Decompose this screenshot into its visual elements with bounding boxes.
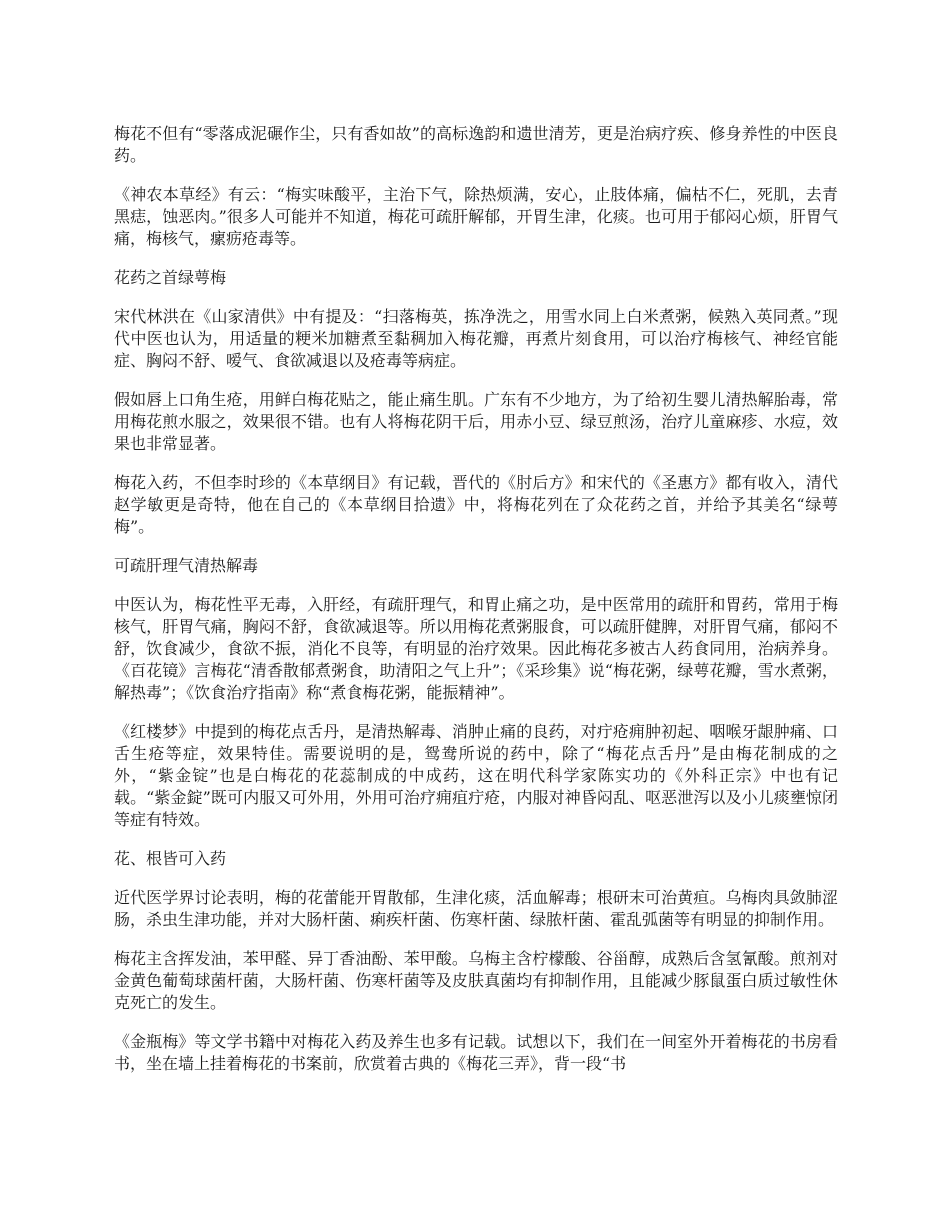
paragraph: 《红楼梦》中提到的梅花点舌丹，是清热解毒、消肿止痛的良药，对疔疮痈肿初起、咽喉牙龈肿痛、口舌生疮等症，效果特佳。需要说明的是，鸳鸯所说的药中，除了“梅花点舌丹”是由梅花制成的之外，“紫金锭”也是白梅花的花蕊制成的中成药，这在明代科学家陈实功的《外科正宗》中也有记载。“紫金錠”既可内服又可外用，外用可治疗痈疽疔疮，内服对神昏闷乱、呕恶泄泻以及小儿痰壅惊闭等症有特效。	[114, 722, 838, 829]
section-heading: 花、根皆可入药	[114, 849, 227, 868]
paragraph: 梅花入药，不但李时珍的《本草纲目》有记载，晋代的《肘后方》和宋代的《圣惠方》都有收入，清代赵学敏更是奇特，他在自己的《本草纲目拾遗》中，将梅花列在了众花药之首，并给予其美名“绿萼梅”。	[114, 473, 838, 536]
section-heading: 花药之首绿萼梅	[114, 268, 227, 287]
section-heading: 可疏肝理气清热解毒	[114, 556, 259, 575]
paragraph: 《金瓶梅》等文学书籍中对梅花入药及养生也多有记载。试想以下，我们在一间室外开着梅花的书房看书，坐在墙上挂着梅花的书案前，欣赏着古典的《梅花三弄》，背一段“书	[114, 1032, 838, 1073]
paragraph: 假如唇上口角生疮，用鲜白梅花贴之，能止痛生肌。广东有不少地方，为了给初生婴儿清热解胎毒，常用梅花煎水服之，效果很不错。也有人将梅花阴干后，用赤小豆、绿豆煎汤，治疗儿童麻疹、水痘，效果也非常显著。	[114, 390, 838, 453]
paragraph: 宋代林洪在《山家清供》中有提及：“扫落梅英，拣净洗之，用雪水同上白米煮粥，候熟入英同煮。”现代中医也认为，用适量的粳米加糖煮至黏稠加入梅花瓣，再煮片刻食用，可以治疗梅核气、神经官能症、胸闷不舒、嗳气、食欲减退以及疮毒等病症。	[114, 307, 838, 370]
paragraph: 梅花不但有“零落成泥碾作尘，只有香如故”的高标逸韵和遗世清芳，更是治病疗疾、修身养性的中医良药。	[114, 124, 838, 165]
paragraph: 《神农本草经》有云：“梅实味酸平，主治下气，除热烦满，安心，止肢体痛，偏枯不仁，死肌，去青黑痣，蚀恶肉。”很多人可能并不知道，梅花可疏肝解郁，开胃生津，化痰。也可用于郁闷心烦，肝胃气痛，梅核气，瘰疬疮毒等。	[114, 185, 838, 248]
paragraph: 中医认为，梅花性平无毒，入肝经，有疏肝理气，和胃止痛之功，是中医常用的疏肝和胃药，常用于梅核气，肝胃气痛，胸闷不舒，食欲减退等。所以用梅花煮粥服食，可以疏肝健脾，对肝胃气痛，郁闷不舒，饮食减少，食欲不振，消化不良等，有明显的治疗效果。因此梅花多被古人药食同用，治病养身。《百花镜》言梅花“清香散郁煮粥食，助清阳之气上升”；《采珍集》说“梅花粥，绿萼花瓣，雪水煮粥，解热毒”；《饮食治疗指南》称“煮食梅花粥，能振精神”。	[114, 595, 838, 702]
paragraph: 近代医学界讨论表明，梅的花蕾能开胃散郁，生津化痰，活血解毒；根研末可治黄疸。乌梅肉具敛肺涩肠，杀虫生津功能，并对大肠杆菌、痢疾杆菌、伤寒杆菌、绿脓杆菌、霍乱弧菌等有明显的抑制作用。	[114, 888, 838, 929]
paragraph: 梅花主含挥发油，苯甲醛、异丁香油酚、苯甲酸。乌梅主含柠檬酸、谷甾醇，成熟后含氢氰酸。煎剂对金黄色葡萄球菌杆菌，大肠杆菌、伤寒杆菌等及皮肤真菌均有抑制作用，且能减少豚鼠蛋白质过敏性休克死亡的发生。	[114, 949, 838, 1012]
document-body	[114, 123, 838, 1092]
